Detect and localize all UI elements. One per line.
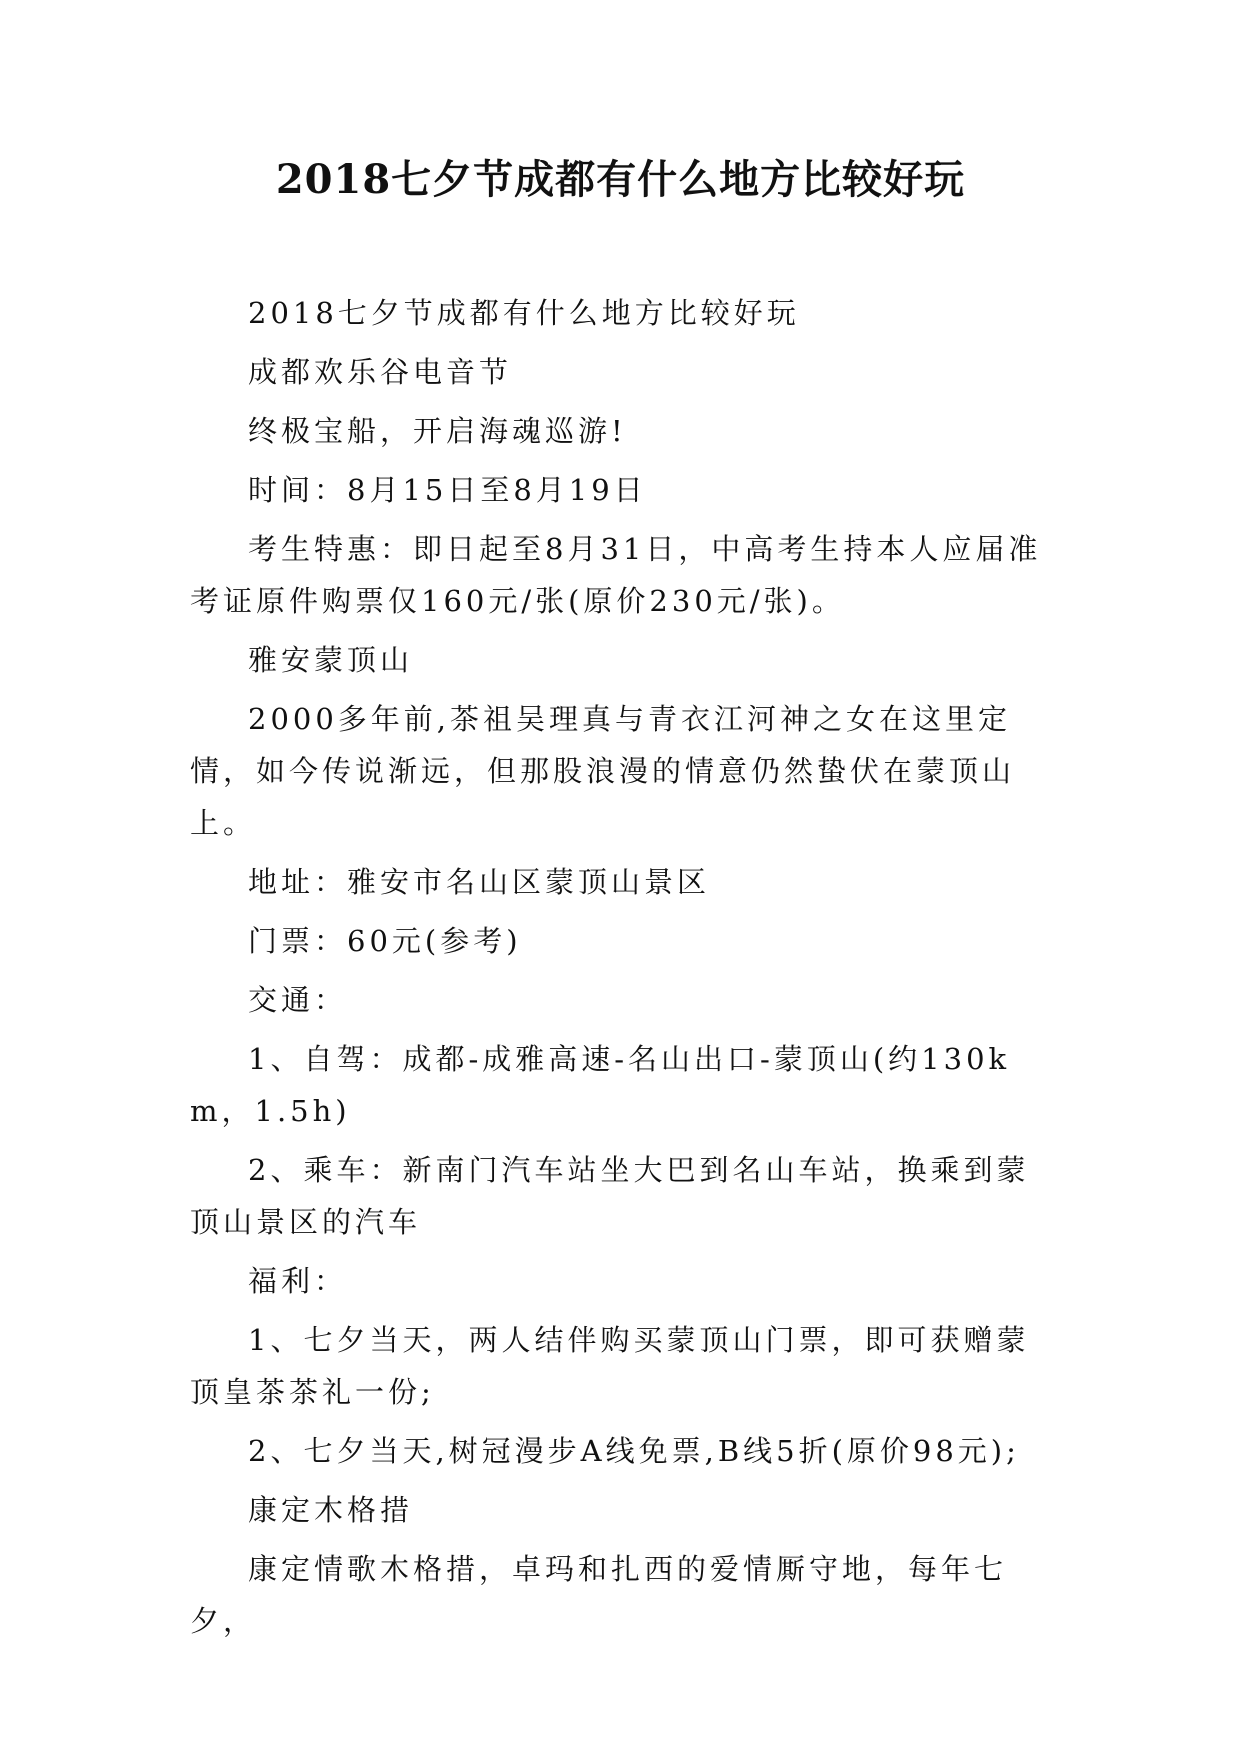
paragraph: 2000多年前,茶祖吴理真与青衣江河神之女在这里定情，如今传说渐远，但那股浪漫的情意仍然蛰伏在蒙顶山上。 (190, 702, 1016, 840)
paragraph: 终极宝船，开启海魂巡游! (248, 414, 627, 448)
paragraph: 时间：8月15日至8月19日 (248, 473, 647, 507)
paragraph: 考生特惠：即日起至8月31日，中高考生持本人应届准考证原件购票仅160元/张(原价230元/张)。 (190, 532, 1042, 618)
paragraph: 交通： (248, 983, 348, 1017)
paragraph: 雅安蒙顶山 (248, 643, 414, 677)
paragraph: 2、七夕当天,树冠漫步A线免票,B线5折(原价98元); (248, 1434, 1020, 1468)
paragraph: 成都欢乐谷电音节 (248, 355, 513, 389)
paragraph: 门票：60元(参考) (248, 924, 522, 958)
paragraph: 地址：雅安市名山区蒙顶山景区 (248, 865, 711, 899)
paragraph: 康定木格措 (248, 1493, 414, 1527)
paragraph: 康定情歌木格措，卓玛和扎西的爱情厮守地，每年七夕， (190, 1552, 1008, 1638)
paragraph: 2、乘车：新南门汽车站坐大巴到名山车站，换乘到蒙顶山景区的汽车 (190, 1153, 1030, 1239)
document-title: 2018七夕节成都有什么地方比较好玩 (275, 156, 966, 203)
document-body (190, 287, 1055, 1654)
paragraph: 福利： (248, 1264, 348, 1298)
paragraph: 1、自驾：成都-成雅高速-名山出口-蒙顶山(约130km，1.5h) (190, 1042, 1011, 1128)
paragraph: 1、七夕当天，两人结伴购买蒙顶山门票，即可获赠蒙顶皇茶茶礼一份; (190, 1323, 1030, 1409)
paragraph: 2018七夕节成都有什么地方比较好玩 (248, 296, 800, 330)
